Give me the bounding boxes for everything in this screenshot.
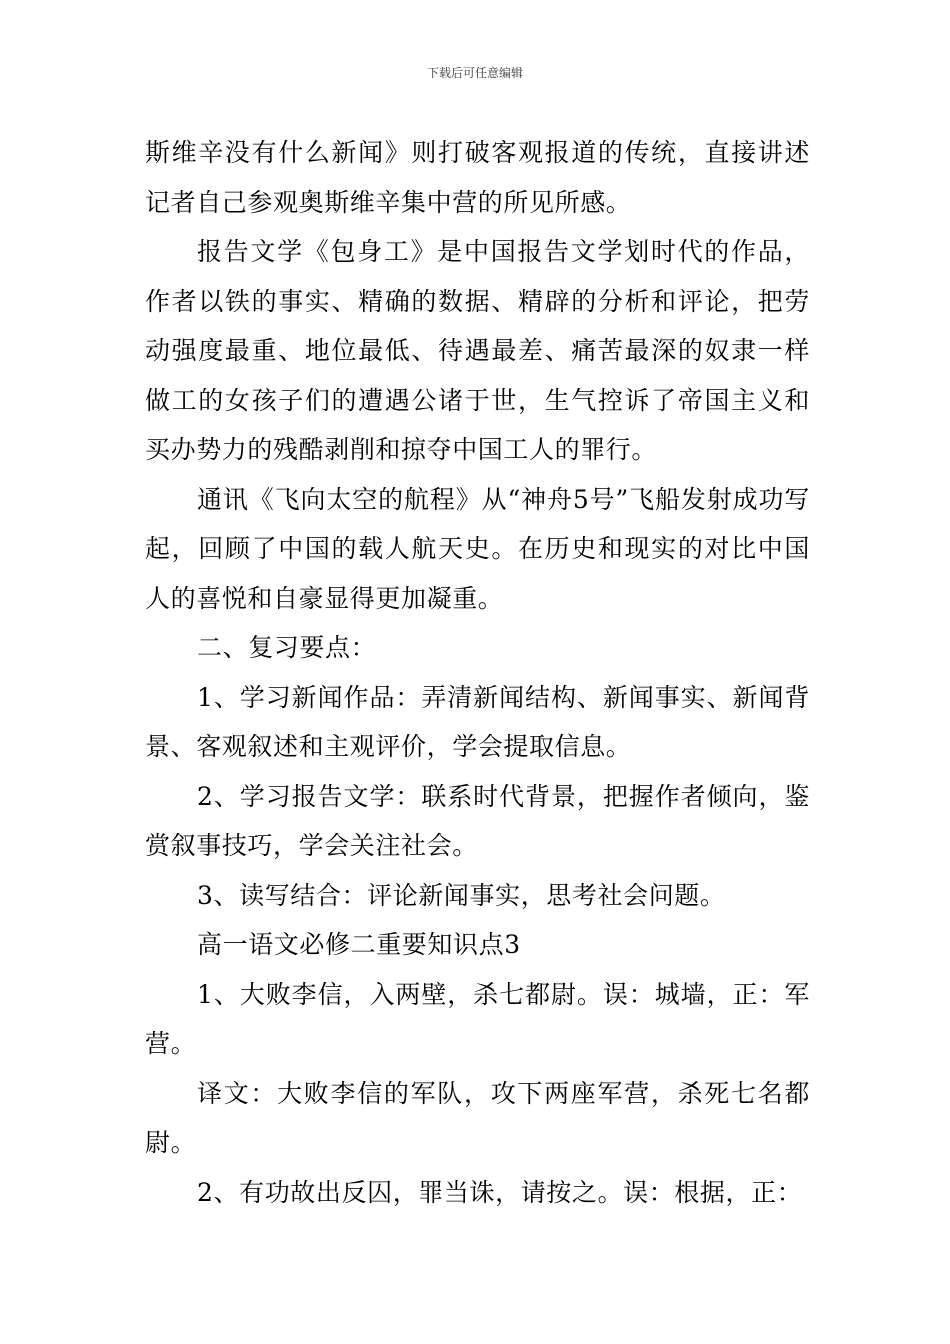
document-body	[145, 128, 810, 1217]
list-item-classical-2: 2、有功故出反囚，罪当诛，请按之。误：根据，正：	[197, 1177, 803, 1207]
list-item-news-works: 1、学习新闻作品：弄清新闻结构、新闻事实、新闻背景、客观叙述和主观评价，学会提取信息。	[145, 682, 810, 761]
paragraph-taikong-hangcheng: 通讯《飞向太空的航程》从“神舟5号”飞船发射成功写起，回顾了中国的载人航天史。在历史和现实的对比中国人的喜悦和自豪显得更加凝重。	[145, 484, 810, 613]
section-title-knowledge-points-3: 高一语文必修二重要知识点3	[197, 930, 521, 959]
list-item-classical-1: 1、大败李信，入两壁，杀七都尉。误：城墙，正：军营。	[145, 979, 810, 1058]
paragraph-continuation: 斯维辛没有什么新闻》则打破客观报道的传统，直接讲述记者自己参观奥斯维辛集中营的所见所感。	[145, 138, 810, 217]
page-header: 下载后可任意编辑	[426, 66, 523, 80]
section-heading-review-points: 二、复习要点：	[197, 633, 377, 662]
paragraph-baoshengong: 报告文学《包身工》是中国报告文学划时代的作品，作者以铁的事实、精确的数据、精辟的分析和评论，把劳动强度最重、地位最低、待遇最差、痛苦最深的奴隶一样做工的女孩子们的遭遇公诸于世，生气控诉了帝国主义和买办势力的残酷剥削和掠夺中国工人的罪行。	[145, 237, 810, 464]
list-item-reportage: 2、学习报告文学：联系时代背景，把握作者倾向，鉴赏叙事技巧，学会关注社会。	[145, 781, 810, 860]
translation-paragraph: 译文：大败李信的军队，攻下两座军营，杀死七名都尉。	[145, 1078, 810, 1157]
list-item-reading-writing: 3、读写结合：评论新闻事实，思考社会问题。	[197, 880, 726, 910]
